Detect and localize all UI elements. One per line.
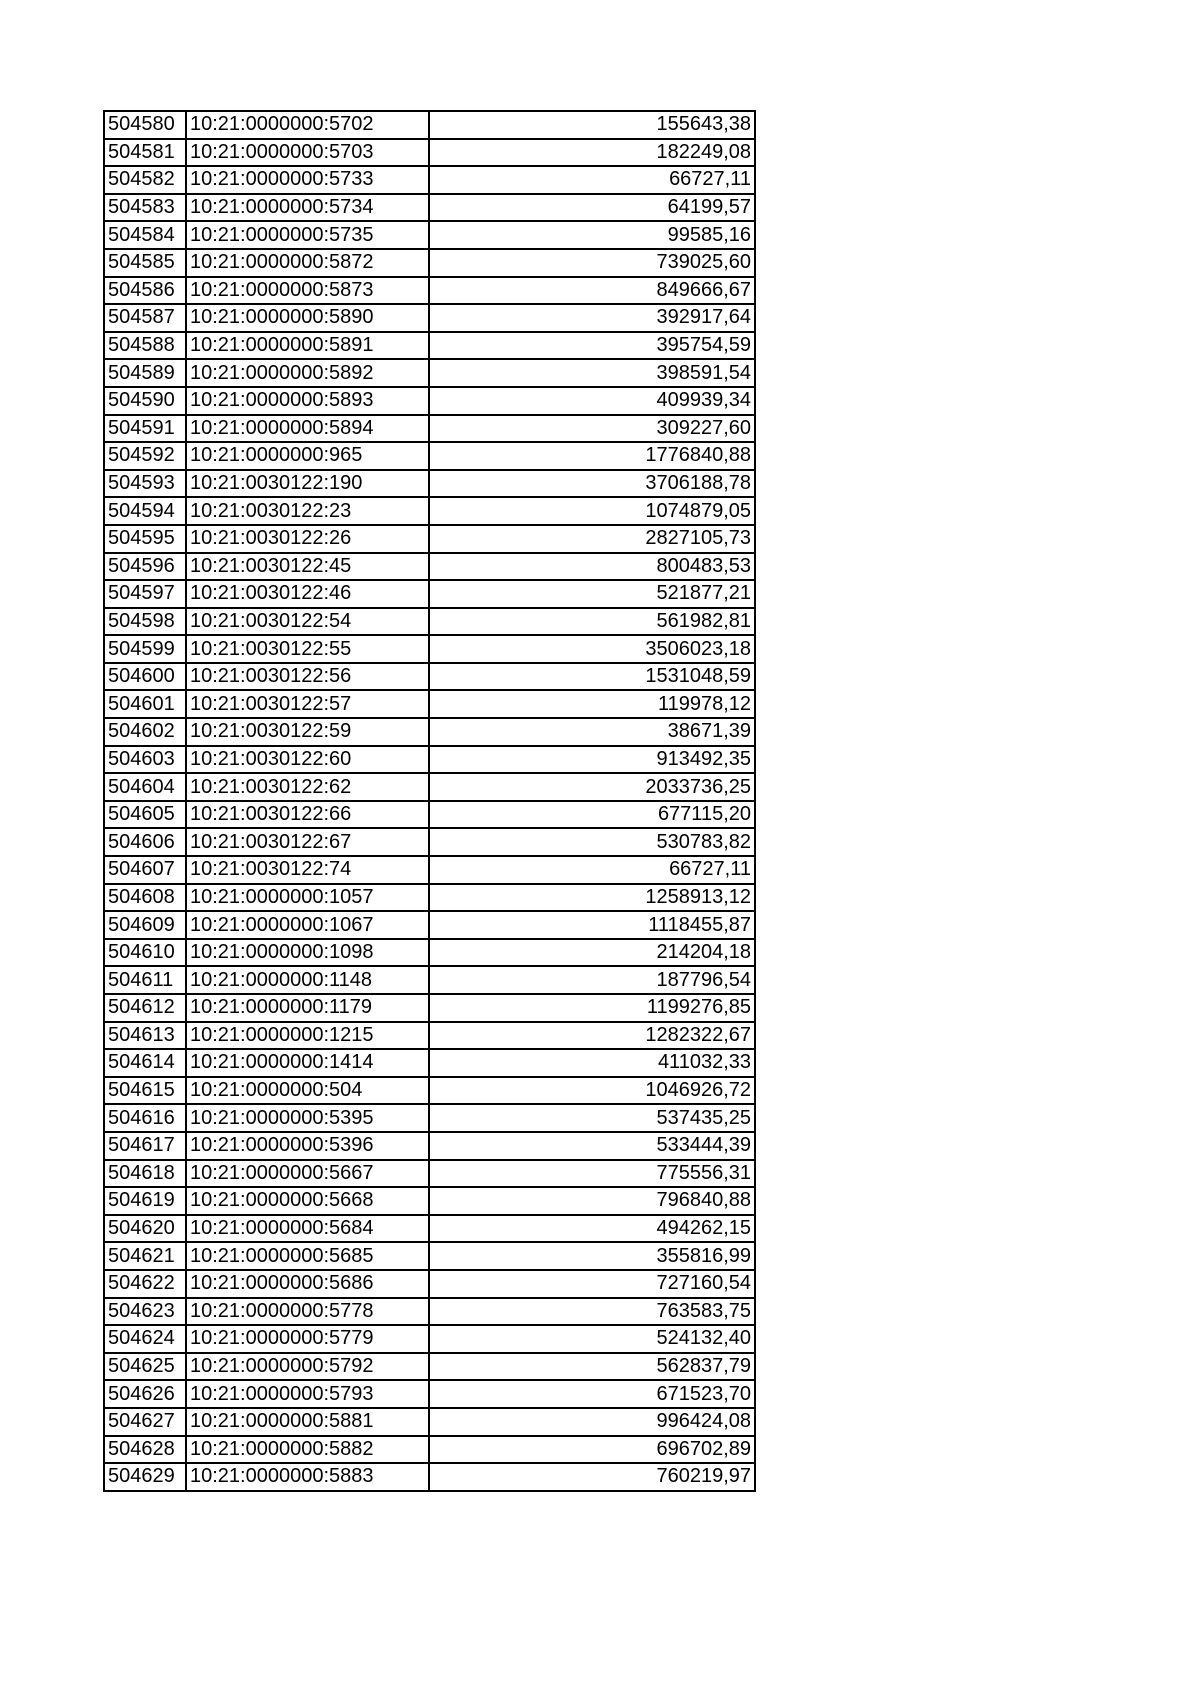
value-cell: 739025,60 (429, 249, 755, 277)
cadastral-number-cell: 10:21:0000000:5395 (186, 1104, 429, 1132)
cadastral-number-cell: 10:21:0030122:45 (186, 553, 429, 581)
cadastral-number-cell: 10:21:0000000:5686 (186, 1270, 429, 1298)
value-cell: 1199276,85 (429, 994, 755, 1022)
table-row (104, 856, 755, 884)
row-number-cell: 504602 (104, 718, 186, 746)
cadastral-number-cell: 10:21:0000000:5735 (186, 221, 429, 249)
row-number-cell: 504595 (104, 525, 186, 553)
row-number-cell: 504588 (104, 332, 186, 360)
table-row (104, 1187, 755, 1215)
table-row (104, 718, 755, 746)
row-number-cell: 504619 (104, 1187, 186, 1215)
cadastral-number-cell: 10:21:0030122:54 (186, 608, 429, 636)
table-row (104, 470, 755, 498)
table-row (104, 608, 755, 636)
row-number-cell: 504603 (104, 746, 186, 774)
table-row (104, 1380, 755, 1408)
table-row (104, 332, 755, 360)
cadastral-number-cell: 10:21:0000000:1215 (186, 1022, 429, 1050)
value-cell: 155643,38 (429, 111, 755, 139)
row-number-cell: 504584 (104, 221, 186, 249)
value-cell: 64199,57 (429, 194, 755, 222)
row-number-cell: 504622 (104, 1270, 186, 1298)
row-number-cell: 504613 (104, 1022, 186, 1050)
value-cell: 66727,11 (429, 166, 755, 194)
row-number-cell: 504590 (104, 387, 186, 415)
cadastral-number-cell: 10:21:0030122:66 (186, 801, 429, 829)
value-cell: 1046926,72 (429, 1077, 755, 1105)
value-cell: 849666,67 (429, 277, 755, 305)
value-cell: 763583,75 (429, 1298, 755, 1326)
cadastral-number-cell: 10:21:0030122:55 (186, 635, 429, 663)
table-row (104, 1049, 755, 1077)
row-number-cell: 504610 (104, 939, 186, 967)
cadastral-number-cell: 10:21:0000000:5894 (186, 415, 429, 443)
cadastral-number-cell: 10:21:0000000:5893 (186, 387, 429, 415)
cadastral-number-cell: 10:21:0000000:1179 (186, 994, 429, 1022)
table-row (104, 166, 755, 194)
cadastral-number-cell: 10:21:0030122:67 (186, 828, 429, 856)
row-number-cell: 504625 (104, 1353, 186, 1381)
cadastral-number-cell: 10:21:0000000:5733 (186, 166, 429, 194)
row-number-cell: 504581 (104, 139, 186, 167)
row-number-cell: 504583 (104, 194, 186, 222)
value-cell: 355816,99 (429, 1242, 755, 1270)
table-row (104, 304, 755, 332)
cadastral-number-cell: 10:21:0000000:5734 (186, 194, 429, 222)
row-number-cell: 504587 (104, 304, 186, 332)
table-row (104, 773, 755, 801)
table-row (104, 911, 755, 939)
cadastral-number-cell: 10:21:0000000:5792 (186, 1353, 429, 1381)
value-cell: 2827105,73 (429, 525, 755, 553)
row-number-cell: 504608 (104, 884, 186, 912)
value-cell: 796840,88 (429, 1187, 755, 1215)
row-number-cell: 504591 (104, 415, 186, 443)
cadastral-number-cell: 10:21:0000000:1057 (186, 884, 429, 912)
value-cell: 1118455,87 (429, 911, 755, 939)
cadastral-number-cell: 10:21:0030122:57 (186, 690, 429, 718)
value-cell: 392917,64 (429, 304, 755, 332)
table-row (104, 1104, 755, 1132)
cadastral-number-cell: 10:21:0030122:60 (186, 746, 429, 774)
cadastral-number-cell: 10:21:0030122:46 (186, 580, 429, 608)
row-number-cell: 504612 (104, 994, 186, 1022)
table-row (104, 359, 755, 387)
cadastral-number-cell: 10:21:0030122:190 (186, 470, 429, 498)
value-cell: 38671,39 (429, 718, 755, 746)
table-row (104, 111, 755, 139)
data-table (103, 110, 756, 1492)
table-row (104, 1215, 755, 1243)
table-row (104, 497, 755, 525)
cadastral-number-cell: 10:21:0000000:1098 (186, 939, 429, 967)
cadastral-number-cell: 10:21:0000000:5883 (186, 1463, 429, 1491)
table-row (104, 194, 755, 222)
table-row (104, 525, 755, 553)
value-cell: 913492,35 (429, 746, 755, 774)
cadastral-number-cell: 10:21:0030122:62 (186, 773, 429, 801)
cadastral-number-cell: 10:21:0000000:1414 (186, 1049, 429, 1077)
cadastral-number-cell: 10:21:0000000:5873 (186, 277, 429, 305)
row-number-cell: 504611 (104, 966, 186, 994)
row-number-cell: 504629 (104, 1463, 186, 1491)
cadastral-number-cell: 10:21:0000000:5872 (186, 249, 429, 277)
table-row (104, 1160, 755, 1188)
value-cell: 398591,54 (429, 359, 755, 387)
row-number-cell: 504582 (104, 166, 186, 194)
table-row (104, 580, 755, 608)
value-cell: 1074879,05 (429, 497, 755, 525)
row-number-cell: 504601 (104, 690, 186, 718)
table-row (104, 1463, 755, 1491)
value-cell: 537435,25 (429, 1104, 755, 1132)
row-number-cell: 504586 (104, 277, 186, 305)
row-number-cell: 504614 (104, 1049, 186, 1077)
cadastral-number-cell: 10:21:0030122:23 (186, 497, 429, 525)
row-number-cell: 504597 (104, 580, 186, 608)
row-number-cell: 504624 (104, 1325, 186, 1353)
row-number-cell: 504616 (104, 1104, 186, 1132)
cadastral-number-cell: 10:21:0000000:5892 (186, 359, 429, 387)
row-number-cell: 504607 (104, 856, 186, 884)
table-row (104, 1353, 755, 1381)
value-cell: 187796,54 (429, 966, 755, 994)
row-number-cell: 504599 (104, 635, 186, 663)
value-cell: 1776840,88 (429, 442, 755, 470)
table-row (104, 1132, 755, 1160)
table-row (104, 277, 755, 305)
table-row (104, 884, 755, 912)
cadastral-number-cell: 10:21:0030122:74 (186, 856, 429, 884)
cadastral-number-cell: 10:21:0000000:5779 (186, 1325, 429, 1353)
row-number-cell: 504606 (104, 828, 186, 856)
table-row (104, 387, 755, 415)
value-cell: 727160,54 (429, 1270, 755, 1298)
value-cell: 775556,31 (429, 1160, 755, 1188)
value-cell: 677115,20 (429, 801, 755, 829)
table-row (104, 1270, 755, 1298)
cadastral-number-cell: 10:21:0000000:5684 (186, 1215, 429, 1243)
table-row (104, 1436, 755, 1464)
table-row (104, 1022, 755, 1050)
cadastral-number-cell: 10:21:0000000:5668 (186, 1187, 429, 1215)
row-number-cell: 504618 (104, 1160, 186, 1188)
value-cell: 800483,53 (429, 553, 755, 581)
value-cell: 671523,70 (429, 1380, 755, 1408)
table-row (104, 1298, 755, 1326)
cadastral-number-cell: 10:21:0030122:59 (186, 718, 429, 746)
cadastral-number-cell: 10:21:0000000:5702 (186, 111, 429, 139)
row-number-cell: 504609 (104, 911, 186, 939)
row-number-cell: 504596 (104, 553, 186, 581)
row-number-cell: 504593 (104, 470, 186, 498)
row-number-cell: 504628 (104, 1436, 186, 1464)
row-number-cell: 504585 (104, 249, 186, 277)
value-cell: 494262,15 (429, 1215, 755, 1243)
cadastral-number-cell: 10:21:0000000:5685 (186, 1242, 429, 1270)
row-number-cell: 504598 (104, 608, 186, 636)
table-row (104, 553, 755, 581)
value-cell: 395754,59 (429, 332, 755, 360)
value-cell: 1282322,67 (429, 1022, 755, 1050)
value-cell: 2033736,25 (429, 773, 755, 801)
table-row (104, 939, 755, 967)
value-cell: 530783,82 (429, 828, 755, 856)
table-row (104, 1242, 755, 1270)
value-cell: 99585,16 (429, 221, 755, 249)
value-cell: 561982,81 (429, 608, 755, 636)
value-cell: 411032,33 (429, 1049, 755, 1077)
value-cell: 996424,08 (429, 1408, 755, 1436)
cadastral-number-cell: 10:21:0000000:5778 (186, 1298, 429, 1326)
table-row (104, 663, 755, 691)
value-cell: 409939,34 (429, 387, 755, 415)
cadastral-number-cell: 10:21:0030122:26 (186, 525, 429, 553)
cadastral-number-cell: 10:21:0000000:5703 (186, 139, 429, 167)
table-row (104, 139, 755, 167)
row-number-cell: 504605 (104, 801, 186, 829)
value-cell: 66727,11 (429, 856, 755, 884)
table-row (104, 442, 755, 470)
table-row (104, 1077, 755, 1105)
value-cell: 521877,21 (429, 580, 755, 608)
value-cell: 760219,97 (429, 1463, 755, 1491)
cadastral-number-cell: 10:21:0000000:1148 (186, 966, 429, 994)
table-row (104, 1408, 755, 1436)
row-number-cell: 504592 (104, 442, 186, 470)
row-number-cell: 504623 (104, 1298, 186, 1326)
table-row (104, 828, 755, 856)
row-number-cell: 504627 (104, 1408, 186, 1436)
row-number-cell: 504617 (104, 1132, 186, 1160)
value-cell: 214204,18 (429, 939, 755, 967)
value-cell: 309227,60 (429, 415, 755, 443)
cadastral-number-cell: 10:21:0000000:504 (186, 1077, 429, 1105)
cadastral-number-cell: 10:21:0000000:1067 (186, 911, 429, 939)
cadastral-number-cell: 10:21:0000000:5793 (186, 1380, 429, 1408)
cadastral-number-cell: 10:21:0030122:56 (186, 663, 429, 691)
value-cell: 696702,89 (429, 1436, 755, 1464)
table-row (104, 415, 755, 443)
table-body (104, 111, 755, 1491)
value-cell: 533444,39 (429, 1132, 755, 1160)
cadastral-number-cell: 10:21:0000000:5890 (186, 304, 429, 332)
row-number-cell: 504594 (104, 497, 186, 525)
value-cell: 562837,79 (429, 1353, 755, 1381)
row-number-cell: 504626 (104, 1380, 186, 1408)
value-cell: 1531048,59 (429, 663, 755, 691)
row-number-cell: 504615 (104, 1077, 186, 1105)
row-number-cell: 504589 (104, 359, 186, 387)
row-number-cell: 504621 (104, 1242, 186, 1270)
cadastral-number-cell: 10:21:0000000:5882 (186, 1436, 429, 1464)
row-number-cell: 504580 (104, 111, 186, 139)
cadastral-number-cell: 10:21:0000000:5891 (186, 332, 429, 360)
row-number-cell: 504604 (104, 773, 186, 801)
table-row (104, 690, 755, 718)
row-number-cell: 504600 (104, 663, 186, 691)
value-cell: 3706188,78 (429, 470, 755, 498)
table-row (104, 801, 755, 829)
table-row (104, 249, 755, 277)
cadastral-number-cell: 10:21:0000000:5396 (186, 1132, 429, 1160)
table-row (104, 746, 755, 774)
value-cell: 119978,12 (429, 690, 755, 718)
cadastral-number-cell: 10:21:0000000:5881 (186, 1408, 429, 1436)
table-row (104, 966, 755, 994)
value-cell: 182249,08 (429, 139, 755, 167)
value-cell: 1258913,12 (429, 884, 755, 912)
table-row (104, 635, 755, 663)
table-row (104, 221, 755, 249)
table-row (104, 994, 755, 1022)
cadastral-number-cell: 10:21:0000000:965 (186, 442, 429, 470)
value-cell: 524132,40 (429, 1325, 755, 1353)
table-row (104, 1325, 755, 1353)
cadastral-number-cell: 10:21:0000000:5667 (186, 1160, 429, 1188)
value-cell: 3506023,18 (429, 635, 755, 663)
row-number-cell: 504620 (104, 1215, 186, 1243)
